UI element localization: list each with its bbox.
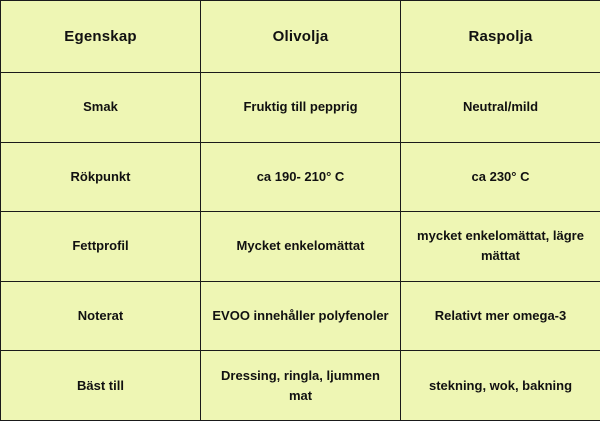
olivolja-cell: ca 190- 210° C	[201, 142, 401, 212]
table-row	[1, 281, 600, 351]
property-cell: Rökpunkt	[1, 142, 201, 212]
olivolja-cell: Mycket enkelomättat	[201, 212, 401, 282]
raspolja-cell: mycket enkelomättat, lägre mättat	[401, 212, 600, 282]
header-raspolja: Raspolja	[401, 1, 600, 73]
olivolja-cell: EVOO innehåller polyfenoler	[201, 281, 401, 351]
header-egenskap: Egenskap	[1, 1, 201, 73]
property-cell: Bäst till	[1, 351, 201, 421]
raspolja-cell: Neutral/mild	[401, 73, 600, 143]
header-olivolja: Olivolja	[201, 1, 401, 73]
raspolja-cell: stekning, wok, bakning	[401, 351, 600, 421]
table-row	[1, 73, 600, 143]
raspolja-cell: ca 230° C	[401, 142, 600, 212]
table-row	[1, 212, 600, 282]
table-row	[1, 351, 600, 421]
property-cell: Fettprofil	[1, 212, 201, 282]
table-header-row	[1, 1, 600, 73]
table-row	[1, 142, 600, 212]
raspolja-cell: Relativt mer omega-3	[401, 281, 600, 351]
property-cell: Smak	[1, 73, 201, 143]
olivolja-cell: Fruktig till pepprig	[201, 73, 401, 143]
olivolja-cell: Dressing, ringla, ljummen mat	[201, 351, 401, 421]
property-cell: Noterat	[1, 281, 201, 351]
